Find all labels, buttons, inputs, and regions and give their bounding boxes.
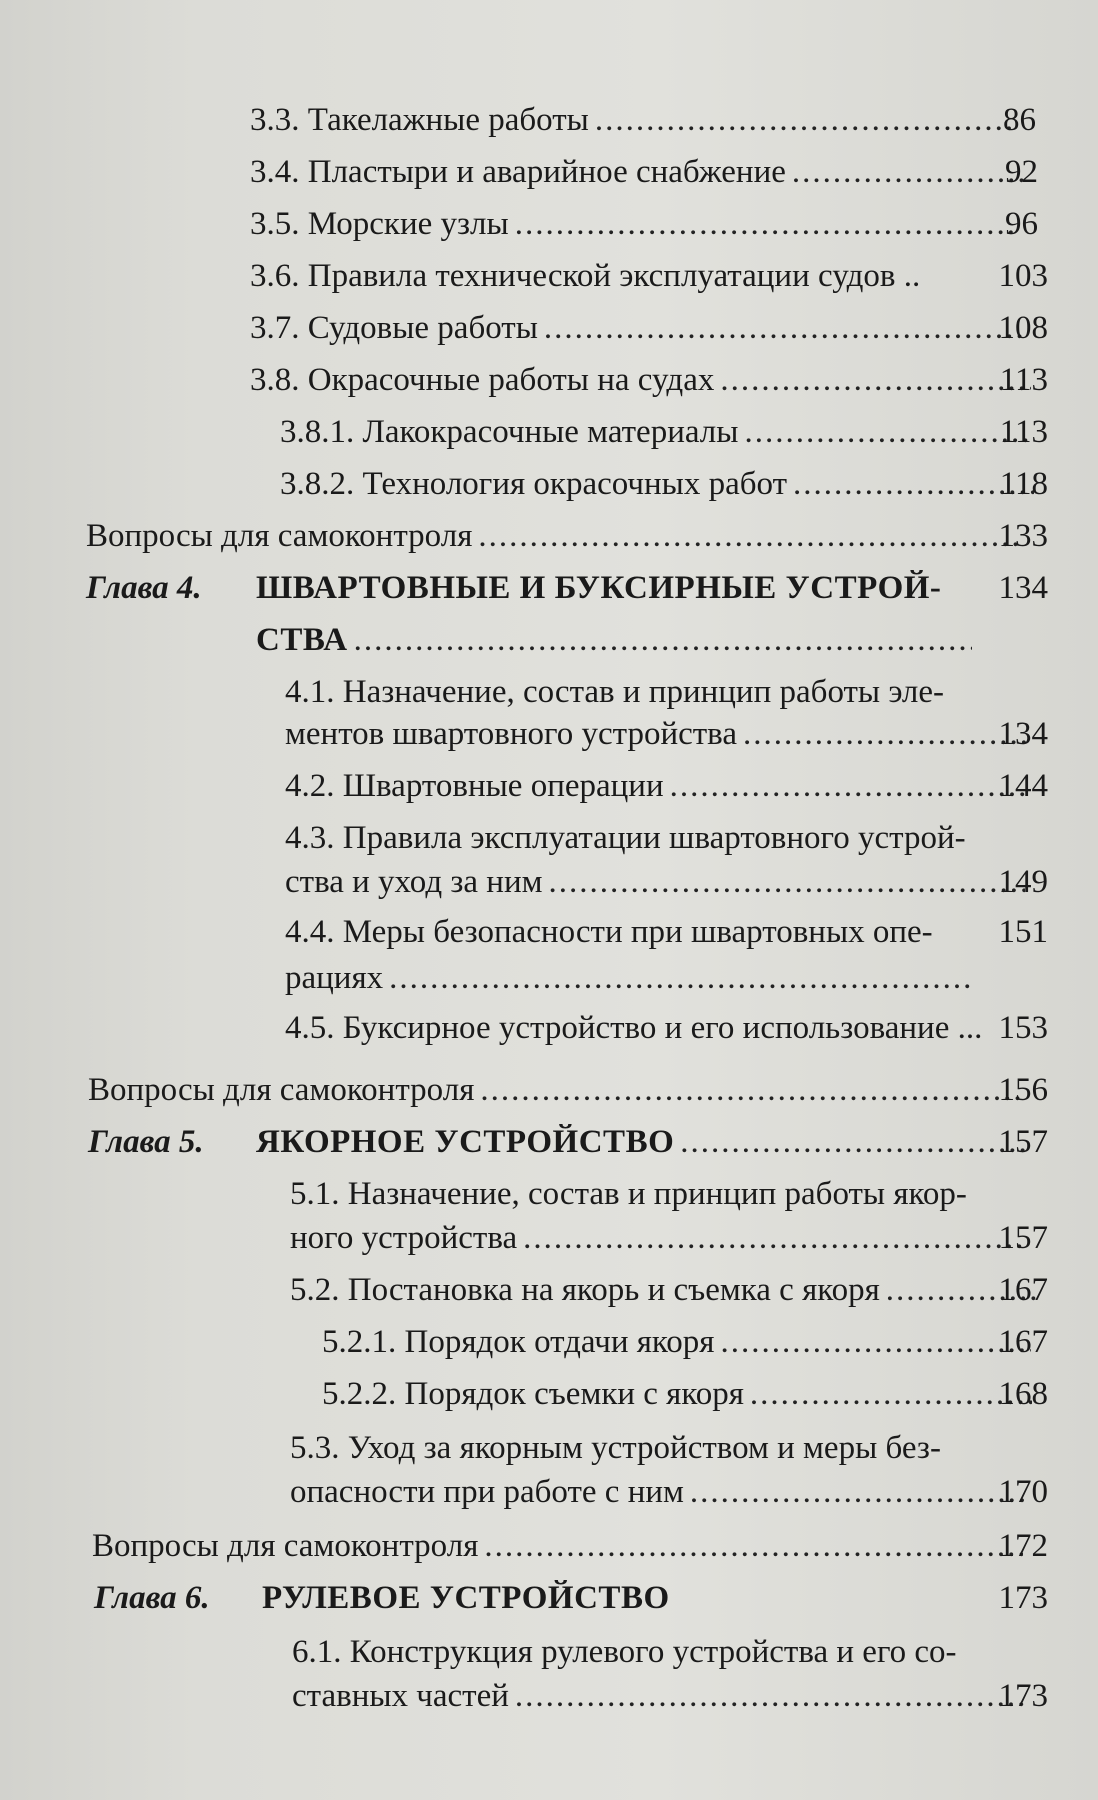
toc-page-number: 173 bbox=[998, 1678, 1048, 1714]
chapter-label: Глава 6. bbox=[94, 1580, 210, 1616]
toc-entry-title: 3.8.2. Технология окрасочных работ bbox=[280, 466, 788, 502]
toc-row bbox=[285, 860, 1048, 904]
toc-page-number: 118 bbox=[999, 466, 1048, 502]
toc-page-number: 168 bbox=[998, 1376, 1048, 1412]
toc-entry-title: 5.2.2. Порядок съемки с якоря bbox=[322, 1376, 744, 1412]
toc-row bbox=[292, 1674, 1048, 1718]
toc-page-number: 173 bbox=[998, 1580, 1048, 1616]
toc-page-number: 149 bbox=[998, 864, 1048, 900]
toc-entry-title: опасности при работе с ним bbox=[290, 1474, 684, 1510]
leader-dots bbox=[484, 1524, 1023, 1568]
toc-entry-title: 3.4. Пластыри и аварийное снабжение bbox=[250, 154, 786, 190]
toc-entry-title: 4.2. Швартовные операции bbox=[285, 768, 664, 804]
toc-entry-title: 3.7. Судовые работы bbox=[250, 310, 538, 346]
toc-page-number: 167 bbox=[998, 1272, 1048, 1308]
toc-entry-title: 5.2. Постановка на якорь и съемка с якоря bbox=[290, 1272, 880, 1308]
toc-entry-title: Вопросы для самоконтроля bbox=[88, 1072, 475, 1108]
toc-entry-title: 3.5. Морские узлы bbox=[250, 206, 509, 242]
leader-dots bbox=[478, 514, 1022, 558]
toc-entry-title: 4.1. Назначение, состав и принцип работы эле- bbox=[285, 674, 945, 710]
toc-page-number: 156 bbox=[998, 1072, 1048, 1108]
toc-row bbox=[88, 1068, 1048, 1112]
toc-page-number: 134 bbox=[998, 570, 1048, 606]
toc-entry-title: рациях bbox=[285, 960, 384, 996]
toc-entry-title: Вопросы для самоконтроля bbox=[86, 518, 473, 554]
chapter-title: РУЛЕВОЕ УСТРОЙСТВО bbox=[262, 1580, 670, 1616]
toc-row bbox=[285, 956, 978, 1000]
toc-row bbox=[290, 1216, 1048, 1260]
toc-row bbox=[285, 1006, 1048, 1050]
toc-row-chapter bbox=[88, 1120, 1048, 1164]
toc-page-number: 151 bbox=[998, 914, 1048, 950]
toc-entry-title: 4.4. Меры безопасности при швартовных опе- bbox=[285, 914, 933, 950]
toc-row bbox=[250, 254, 1048, 298]
toc-row bbox=[290, 1470, 1048, 1514]
toc-row bbox=[285, 764, 1048, 808]
toc-entry-title: ментов швартовного устройства bbox=[285, 716, 737, 752]
leader-dots bbox=[523, 1216, 1024, 1260]
toc-page-number: 133 bbox=[998, 518, 1048, 554]
toc-page-number: 167 bbox=[998, 1324, 1048, 1360]
toc-page-number: 108 bbox=[998, 310, 1048, 346]
toc-page-number: 157 bbox=[998, 1124, 1048, 1160]
toc-row bbox=[290, 1268, 1048, 1312]
toc-entry-title: ного устройства bbox=[290, 1220, 518, 1256]
toc-row-chapter bbox=[94, 1576, 1048, 1620]
chapter-title: ШВАРТОВНЫЕ И БУКСИРНЫЕ УСТРОЙ- bbox=[256, 570, 942, 606]
toc-entry-title: 3.6. Правила технической эксплуатации судов .. bbox=[250, 258, 921, 294]
toc-page-number: 172 bbox=[998, 1528, 1048, 1564]
toc-entry-title: 4.3. Правила эксплуатации швартовного устрой- bbox=[285, 820, 966, 856]
toc-page-number: 113 bbox=[999, 414, 1048, 450]
toc-row bbox=[86, 514, 1048, 558]
leader-dots bbox=[480, 1068, 1023, 1112]
toc-page-number: 134 bbox=[998, 716, 1048, 752]
toc-page-number: 86 bbox=[1003, 102, 1036, 138]
toc-entry-title: 4.5. Буксирное устройство и его использование ... bbox=[285, 1010, 983, 1046]
toc-row bbox=[250, 306, 1048, 350]
leader-dots bbox=[549, 860, 1026, 904]
leader-dots bbox=[515, 202, 1015, 246]
toc-entry-title: 3.8.1. Лакокрасочные материалы bbox=[280, 414, 739, 450]
leader-dots bbox=[595, 98, 1015, 142]
leader-dots bbox=[670, 764, 1030, 808]
chapter-title-continued: СТВА bbox=[256, 622, 348, 658]
toc-row bbox=[250, 358, 1048, 402]
toc-entry-title: Вопросы для самоконтроля bbox=[92, 1528, 479, 1564]
chapter-label: Глава 4. bbox=[86, 570, 202, 606]
toc-row bbox=[280, 462, 1048, 506]
toc-row bbox=[250, 202, 1038, 246]
toc-page-number: 103 bbox=[998, 258, 1048, 294]
leader-dots bbox=[515, 1674, 1024, 1718]
toc-page-number: 157 bbox=[998, 1220, 1048, 1256]
toc-page-number: 113 bbox=[999, 362, 1048, 398]
leader-dots bbox=[544, 306, 1025, 350]
toc-page-number: 92 bbox=[1005, 154, 1038, 190]
leader-dots bbox=[354, 618, 972, 662]
chapter-label: Глава 5. bbox=[88, 1124, 204, 1160]
leader-dots bbox=[389, 956, 972, 1000]
toc-row bbox=[285, 816, 1048, 860]
toc-entry-title: 5.1. Назначение, состав и принцип работы якор- bbox=[290, 1176, 967, 1212]
toc-row bbox=[256, 618, 978, 662]
toc-row bbox=[285, 910, 1048, 954]
toc-entry-title: ставных частей bbox=[292, 1678, 509, 1714]
toc-page-number: 153 bbox=[998, 1010, 1048, 1046]
toc-entry-title: 3.8. Окрасочные работы на судах bbox=[250, 362, 715, 398]
toc-page-number: 170 bbox=[998, 1474, 1048, 1510]
toc-row bbox=[322, 1372, 1048, 1416]
toc-row-chapter bbox=[86, 566, 1048, 610]
toc-page-number: 96 bbox=[1005, 206, 1038, 242]
toc-row bbox=[92, 1524, 1048, 1568]
toc-entry-title: 5.2.1. Порядок отдачи якоря bbox=[322, 1324, 715, 1360]
toc-row bbox=[280, 410, 1048, 454]
toc-entry-title: ства и уход за ним bbox=[285, 864, 543, 900]
toc-row bbox=[250, 150, 1038, 194]
toc-row bbox=[285, 712, 1048, 756]
toc-entry-title: 3.3. Такелажные работы bbox=[250, 102, 589, 138]
toc-row bbox=[322, 1320, 1048, 1364]
toc-row bbox=[290, 1426, 1048, 1470]
toc-row bbox=[285, 670, 1048, 714]
toc-page-number: 144 bbox=[998, 768, 1048, 804]
chapter-title: ЯКОРНОЕ УСТРОЙСТВО bbox=[256, 1124, 675, 1160]
toc-row bbox=[290, 1172, 1048, 1216]
toc-entry-title: 6.1. Конструкция рулевого устройства и его со- bbox=[292, 1634, 957, 1670]
toc-row bbox=[250, 98, 1036, 142]
toc-entry-title: 5.3. Уход за якорным устройством и меры без- bbox=[290, 1430, 941, 1466]
toc-row bbox=[292, 1630, 1048, 1674]
